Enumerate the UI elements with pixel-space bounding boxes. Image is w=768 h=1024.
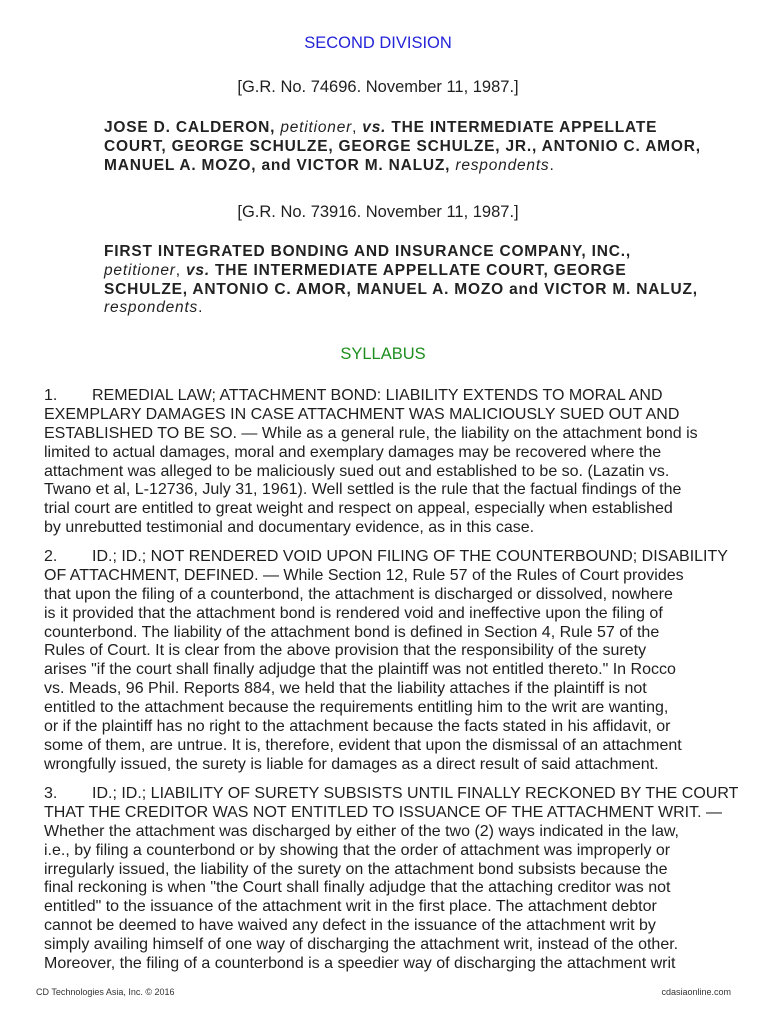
paragraph-line xyxy=(44,680,744,699)
line-text: i.e., by filing a counterbond or by showing that the order of attachment was improperly or xyxy=(44,841,671,859)
paragraph-line xyxy=(44,642,744,661)
punctuation: . xyxy=(198,299,204,317)
paragraph-line xyxy=(44,737,744,756)
line-text: ID.; ID.; NOT RENDERED VOID UPON FILING OF THE COUNTERBOUND; DISABILITY xyxy=(92,548,728,565)
party-name: JOSE D. CALDERON, xyxy=(104,119,281,136)
line-text: entitled" to the issuance of the attachment writ in the first place. The attachment debtor xyxy=(44,898,657,916)
line-text: cannot be deemed to have waived any defect in the issuance of the attachment writ by xyxy=(44,917,656,935)
syllabus-heading: SYLLABUS xyxy=(340,345,426,363)
paragraph-line xyxy=(44,463,744,482)
party-role-label: respondents xyxy=(104,299,199,317)
paragraph-line xyxy=(44,955,744,974)
item-number: 2. xyxy=(44,548,58,565)
line-text: final reckoning is when "the Court shall finally adjudge that the attaching creditor was not xyxy=(44,879,671,897)
item-number: 1. xyxy=(44,387,58,404)
paragraph-line xyxy=(44,586,744,605)
line-text: wrongfully issued, the surety is liable for damages as a direct result of said attachment. xyxy=(44,755,659,773)
paragraph-line xyxy=(44,624,744,643)
paragraph-line xyxy=(44,605,744,624)
paragraph-line xyxy=(44,387,744,406)
paragraph-line xyxy=(44,548,744,567)
paragraph-line xyxy=(44,661,744,680)
item-number: 3. xyxy=(44,785,58,802)
case-number-1: [G.R. No. 74696. November 11, 1987.] xyxy=(237,78,519,96)
line-text: ID.; ID.; LIABILITY OF SURETY SUBSISTS UNTIL FINALLY RECKONED BY THE COURT xyxy=(92,785,739,802)
syllabus-item-3 xyxy=(44,785,744,974)
line-text: simply availing himself of one way of discharging the attachment writ, instead of the other. xyxy=(44,936,679,954)
paragraph-line xyxy=(44,842,744,861)
line-text: irregularly issued, the liability of the surety on the attachment bond subsists because the xyxy=(44,860,668,878)
line-text: entitled to the attachment because the requirements entitling him to the writ are wanting, xyxy=(44,699,669,717)
line-text: arises "if the court shall finally adjudge that the plaintiff was not entitled thereto." In Rocco xyxy=(44,661,676,679)
syllabus-item-1 xyxy=(44,387,744,538)
party-line xyxy=(104,138,724,157)
parties-case-2 xyxy=(104,243,724,318)
punctuation: . xyxy=(549,156,555,174)
line-text: Twano et al, L-12736, July 31, 1961). Well settled is the rule that the factual findings of the xyxy=(44,481,682,499)
line-text: THAT THE CREDITOR WAS NOT ENTITLED TO ISSUANCE OF THE ATTACHMENT WRIT. — xyxy=(44,803,722,821)
paragraph-line xyxy=(44,756,744,775)
paragraph-line xyxy=(44,481,744,500)
parties-case-1 xyxy=(104,119,724,175)
paragraph-line xyxy=(44,861,744,880)
party-name: THE INTERMEDIATE APPELLATE xyxy=(386,119,658,136)
punctuation: , xyxy=(175,261,186,279)
party-name: SCHULZE, ANTONIO C. AMOR, MANUEL A. MOZO and VICTOR M. NALUZ, xyxy=(104,280,698,298)
paragraph-line xyxy=(44,823,744,842)
paragraph-line xyxy=(44,567,744,586)
party-line xyxy=(104,262,724,281)
versus-label: vs. xyxy=(185,261,210,279)
case-number-2: [G.R. No. 73916. November 11, 1987.] xyxy=(237,203,519,221)
footer-website: cdasiaonline.com xyxy=(661,987,731,997)
party-role-label: petitioner xyxy=(104,261,176,279)
party-name: COURT, GEORGE SCHULZE, GEORGE SCHULZE, JR., ANTONIO C. AMOR, xyxy=(104,137,701,155)
line-text: EXEMPLARY DAMAGES IN CASE ATTACHMENT WAS MALICIOUSLY SUED OUT AND xyxy=(44,405,680,423)
paragraph-line xyxy=(44,936,744,955)
footer-publisher: CD Technologies Asia, Inc. © 2016 xyxy=(36,987,175,997)
line-text: ESTABLISHED TO BE SO. — While as a general rule, the liability on the attachment bond is xyxy=(44,424,698,442)
party-name: THE INTERMEDIATE APPELLATE COURT, GEORGE xyxy=(209,261,627,279)
party-line xyxy=(104,119,724,138)
party-name: MANUEL A. MOZO, and VICTOR M. NALUZ, xyxy=(104,156,456,174)
paragraph-line xyxy=(44,444,744,463)
paragraph-line xyxy=(44,425,744,444)
line-text: OF ATTACHMENT, DEFINED. — While Section 12, Rule 57 of the Rules of Court provides xyxy=(44,566,684,584)
line-text: or if the plaintiff has no right to the attachment because the facts stated in his affidavit, or xyxy=(44,718,671,736)
paragraph-line xyxy=(44,519,744,538)
line-text: limited to actual damages, moral and exemplary damages may be recovered where the xyxy=(44,443,662,461)
party-role-label: respondents xyxy=(455,156,550,174)
paragraph-line xyxy=(44,406,744,425)
paragraph-line xyxy=(44,804,744,823)
line-text: attachment was alleged to be maliciously sued out and established to be so. (Lazatin vs. xyxy=(44,462,670,480)
paragraph-line xyxy=(44,785,744,804)
party-line xyxy=(104,243,724,262)
line-text: trial court are entitled to great weight and respect on appeal, especially when established xyxy=(44,500,673,518)
line-text: Rules of Court. It is clear from the above provision that the responsibility of the surety xyxy=(44,642,647,660)
party-line xyxy=(104,157,724,176)
paragraph-line xyxy=(44,699,744,718)
line-text: by unrebutted testimonial and documentary evidence, as in this case. xyxy=(44,519,535,537)
paragraph-line xyxy=(44,898,744,917)
line-text: Moreover, the filing of a counterbond is a speedier way of discharging the attachment writ xyxy=(44,955,676,973)
line-text: Whether the attachment was discharged by either of the two (2) ways indicated in the law, xyxy=(44,822,679,840)
punctuation: , xyxy=(352,119,363,136)
paragraph-line xyxy=(44,500,744,519)
party-line xyxy=(104,299,724,318)
party-role-label: petitioner xyxy=(280,119,353,136)
syllabus-item-2 xyxy=(44,548,744,775)
party-line xyxy=(104,281,724,300)
paragraph-line xyxy=(44,917,744,936)
division-heading: SECOND DIVISION xyxy=(304,34,452,52)
line-text: that upon the filing of a counterbond, the attachment is discharged or dissolved, nowhere xyxy=(44,585,673,603)
line-text: counterbond. The liability of the attachment bond is defined in Section 4, Rule 57 of the xyxy=(44,623,660,641)
line-text: REMEDIAL LAW; ATTACHMENT BOND: LIABILITY EXTENDS TO MORAL AND xyxy=(92,387,663,404)
line-text: is it provided that the attachment bond is rendered void and ineffective upon the filing of xyxy=(44,604,663,622)
paragraph-line xyxy=(44,718,744,737)
versus-label: vs. xyxy=(362,119,387,136)
line-text: vs. Meads, 96 Phil. Reports 884, we held that the liability attaches if the plaintiff is not xyxy=(44,680,647,698)
line-text: some of them, are untrue. It is, therefore, evident that upon the dismissal of an attachment xyxy=(44,736,682,754)
party-name: FIRST INTEGRATED BONDING AND INSURANCE COMPANY, INC., xyxy=(104,243,631,260)
paragraph-line xyxy=(44,879,744,898)
